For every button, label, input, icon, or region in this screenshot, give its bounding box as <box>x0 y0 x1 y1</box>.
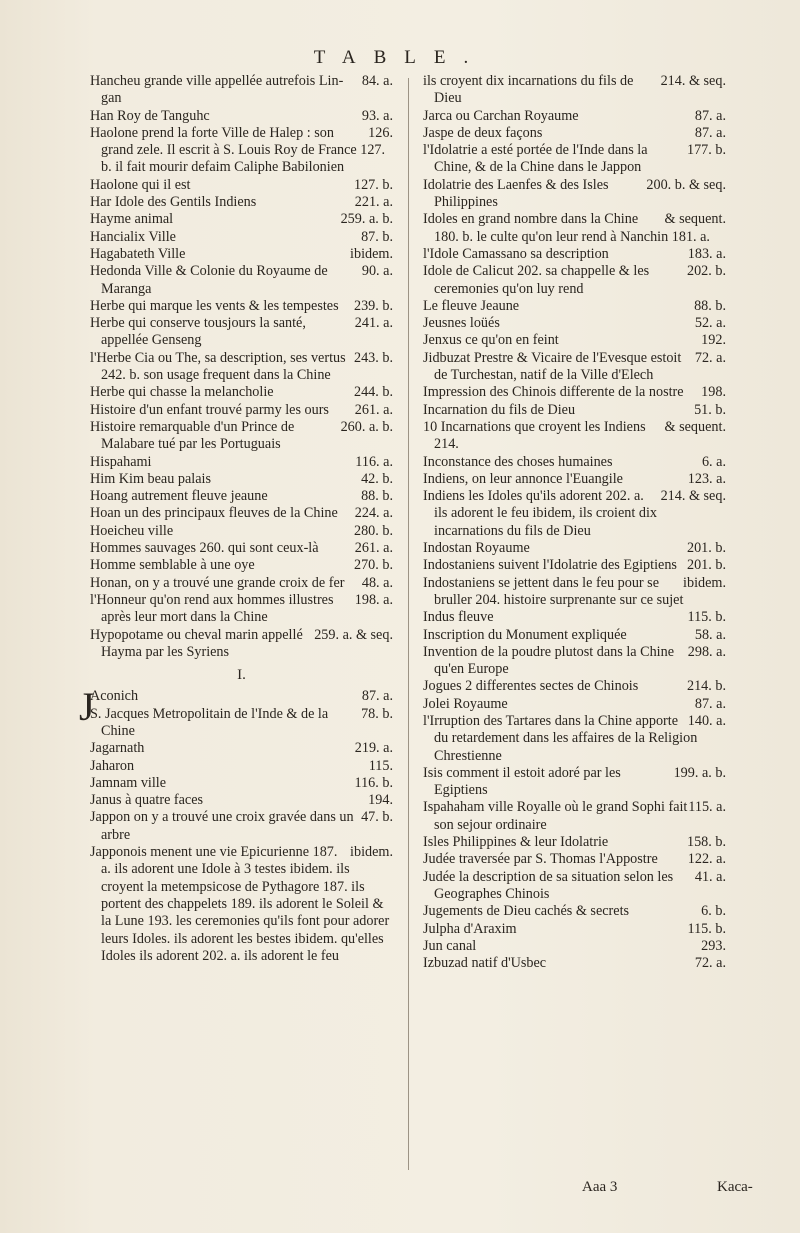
page-reference: 177. b. <box>686 142 726 159</box>
entry-text: ils croyent dix incarnations du fils de Dieu <box>423 73 634 107</box>
index-entry <box>423 125 726 142</box>
entry-text: Jun canal <box>423 937 477 954</box>
entry-text: S. Jacques Metropolitain de l'Inde & de la Chine <box>90 705 329 739</box>
page-reference: 52. a. <box>694 315 726 332</box>
page-reference: 93. a. <box>361 107 393 124</box>
entry-text: Hispahami <box>90 453 152 470</box>
index-entry <box>90 125 393 177</box>
signature-mark: Aaa 3 <box>582 1179 618 1195</box>
entry-text: Isis comment il estoit adoré par les Egiptiens <box>423 764 621 799</box>
index-entry <box>90 505 393 522</box>
page-reference: 202. b. <box>686 263 726 280</box>
page-reference: 201. b. <box>686 557 726 574</box>
entry-text: l'Honneur qu'on rend aux hommes illustres après leur mort dans la Chine <box>90 591 334 626</box>
index-entry <box>423 108 726 125</box>
index-entry <box>90 627 393 662</box>
index-entry <box>423 142 726 177</box>
index-entry <box>90 740 393 757</box>
entry-text: 10 Incarnations que croyent les Indiens 214. <box>423 418 646 453</box>
index-entry <box>90 706 393 741</box>
index-entry <box>423 298 726 315</box>
page-reference: 198. a. <box>354 591 393 608</box>
index-entry <box>423 678 726 695</box>
entry-text: Haolone qui il est <box>90 176 191 193</box>
index-entry <box>90 246 393 263</box>
entry-text: Idoles en grand nombre dans la Chine 180. b. le culte qu'on leur rend à Nanchin 181. a. <box>423 211 710 245</box>
index-entry <box>423 332 726 349</box>
index-entry <box>423 903 726 920</box>
running-title: TABLE. <box>313 47 487 68</box>
index-entry <box>90 758 393 775</box>
entry-text: Julpha d'Araxim <box>423 920 517 937</box>
index-entry <box>423 765 726 800</box>
entry-text: Le fleuve Jeaune <box>423 297 520 314</box>
entry-text: Herbe qui conserve tousjours la santé, appellée Genseng <box>90 315 306 349</box>
index-entry <box>423 851 726 868</box>
page-reference: 126. <box>368 124 393 141</box>
entry-text: Aconich <box>90 688 139 705</box>
entry-text: Indiens les Idoles qu'ils adorent 202. a. ils adorent le feu ibidem, ils croient dix incarnations du fils de Dieu <box>423 488 658 539</box>
index-entry <box>90 263 393 298</box>
entry-text: Incarnation du fils de Dieu <box>423 401 576 418</box>
index-entry <box>423 211 726 246</box>
page-reference: 270. b. <box>353 557 393 574</box>
index-entry <box>423 540 726 557</box>
index-entry <box>90 523 393 540</box>
page-reference: 239. b. <box>353 297 393 314</box>
entry-text: Hayme animal <box>90 211 174 228</box>
index-entry <box>90 73 393 108</box>
page-reference: 48. a. <box>361 574 393 591</box>
index-entry <box>90 350 393 385</box>
entry-text: Jeusnes loüés <box>423 315 500 332</box>
page-reference: 214. b. <box>686 678 726 695</box>
index-entry <box>423 315 726 332</box>
entry-text: Japponois menent une vie Epicurienne 187. a. ils adorent une Idole à 3 testes ibidem. ils croyent la metempsicose de Pythagore 187. ils portent des chappelets 189. ils adorent le Soleil & la Lune 193. les ceremonies qu'ils font pour adorer leurs Idoles. ils adorent les bestes ibidem. qu'elles Idoles ils adorent 202. a. ils adorent le feu <box>90 844 390 964</box>
page-reference: 6. a. <box>701 453 726 470</box>
index-entry <box>423 834 726 851</box>
page-reference: ibidem. <box>350 245 393 262</box>
page-reference: 72. a. <box>694 955 726 972</box>
index-entry <box>423 419 726 454</box>
page-reference: 42. b. <box>361 470 393 487</box>
index-entry <box>423 644 726 679</box>
entry-text: Jarca ou Carchan Royaume <box>423 107 579 124</box>
page-reference: 192. <box>701 332 726 349</box>
index-entry <box>423 454 726 471</box>
page-reference: 200. b. & seq. <box>646 176 726 193</box>
entry-text: Jolei Royaume <box>423 695 508 712</box>
entry-text: Ispahaham ville Royalle où le grand Sophi fait son sejour ordinaire <box>423 799 688 833</box>
index-entry <box>90 809 393 844</box>
page-reference: 87. a. <box>694 695 726 712</box>
entry-text: Hoeicheu ville <box>90 522 174 539</box>
page-reference: 241. a. <box>354 315 393 332</box>
index-entry <box>90 775 393 792</box>
entry-text: Hancialix Ville <box>90 228 176 245</box>
entry-text: Idolatrie des Laenfes & des Isles Philippines <box>423 176 609 211</box>
entry-text: Indus fleuve <box>423 609 494 626</box>
index-entry <box>423 350 726 385</box>
page-reference: 260. a. b. <box>340 418 393 435</box>
page-reference: 122. a. <box>687 851 726 868</box>
page-reference: 219. a. <box>354 740 393 757</box>
entry-text: Hypopotame ou cheval marin appellé Hayma par les Syriens <box>90 626 303 660</box>
page-reference: 116. b. <box>354 774 393 791</box>
entry-text: Janus à quatre faces <box>90 792 204 809</box>
index-entry <box>423 246 726 263</box>
page-reference: 298. a. <box>687 643 726 660</box>
left-column <box>79 73 393 965</box>
entry-text: Jugements de Dieu cachés & secrets <box>423 903 630 920</box>
page-reference: 293. <box>701 937 726 954</box>
index-entry <box>423 696 726 713</box>
entry-text: Hommes sauvages 260. qui sont ceux-là <box>90 540 319 557</box>
index-entry <box>423 955 726 972</box>
page-reference: 115. b. <box>687 609 726 626</box>
entry-text: Jaspe de deux façons <box>423 124 543 141</box>
entry-text: Indiens, on leur annonce l'Euangile <box>423 470 623 487</box>
left-entries-h <box>90 73 393 661</box>
entry-text: Impression des Chinois differente de la nostre <box>423 384 684 401</box>
page-reference: 116. a. <box>355 453 393 470</box>
index-entry <box>423 609 726 626</box>
entry-text: Han Roy de Tanguhc <box>90 107 210 124</box>
section-letter-i: I. <box>237 667 246 684</box>
page-reference: 115. a. <box>688 799 726 816</box>
entry-text: l'Irruption des Tartares dans la Chine apporte du retardement dans les affaires de la Religion Chrestienne <box>423 712 698 764</box>
index-entry <box>423 73 726 108</box>
page-reference: 90. a. <box>361 263 393 280</box>
page-reference: 261. a. <box>354 540 393 557</box>
index-entry <box>90 315 393 350</box>
entry-text: Indostaniens suivent l'Idolatrie des Egiptiens <box>423 557 677 574</box>
index-entry <box>90 384 393 401</box>
entry-text: Histoire remarquable d'un Prince de Malabare tué par les Portuguais <box>90 418 295 453</box>
entry-text: Jenxus ce qu'on en feint <box>423 332 559 349</box>
right-entries <box>423 73 726 972</box>
index-entry <box>423 627 726 644</box>
page-reference: 87. a. <box>694 124 726 141</box>
entry-text: Hoang autrement fleuve jeaune <box>90 488 268 505</box>
index-entry <box>423 402 726 419</box>
entry-text: Idole de Calicut 202. sa chappelle & les ceremonies qu'on luy rend <box>423 263 650 297</box>
page-reference: 87. b. <box>361 228 393 245</box>
catchword: Kaca- <box>717 1179 753 1195</box>
index-entry <box>90 575 393 592</box>
page-reference: 58. a. <box>694 626 726 643</box>
entry-text: l'Idolatrie a esté portée de l'Inde dans la Chine, & de la Chine dans le Jappon <box>423 142 648 176</box>
entry-text: Indostan Royaume <box>423 540 530 557</box>
page-reference: 123. a. <box>687 470 726 487</box>
index-entry <box>423 921 726 938</box>
page-reference: 127. b. <box>353 176 393 193</box>
page-reference: 198. <box>701 384 726 401</box>
page-reference: 214. & seq. <box>660 488 726 505</box>
page-reference: 84. a. <box>361 73 393 89</box>
page-reference: 199. a. b. <box>673 764 726 781</box>
page-reference: ibidem. <box>350 844 393 861</box>
entry-text: Hancheu grande ville appellée autrefois Lin-gan <box>90 73 344 107</box>
index-entry <box>423 938 726 955</box>
entry-text: Herbe qui marque les vents & les tempestes <box>90 297 339 314</box>
page-reference: 87. a. <box>361 688 393 705</box>
page-reference: 194. <box>368 792 393 809</box>
index-entry <box>90 229 393 246</box>
page-reference: ibidem. <box>683 574 726 591</box>
index-entry <box>423 557 726 574</box>
index-entry <box>90 402 393 419</box>
index-entry <box>90 454 393 471</box>
entry-text: Judée la description de sa situation selon les Geographes Chinois <box>423 868 674 902</box>
index-entry <box>90 108 393 125</box>
page-reference: 88. b. <box>694 297 726 314</box>
entry-text: l'Herbe Cia ou The, sa description, ses vertus 242. b. son usage frequent dans la Chine <box>90 349 346 384</box>
entry-text: Invention de la poudre plutost dans la Chine qu'en Europe <box>423 643 674 678</box>
page-reference: & sequent. <box>664 211 726 228</box>
page-reference: 47. b. <box>361 809 393 826</box>
index-entry <box>90 557 393 574</box>
page-reference: 243. b. <box>353 349 393 366</box>
entry-text: Izbuzad natif d'Usbec <box>423 955 547 972</box>
index-entry <box>90 488 393 505</box>
page-reference: 72. a. <box>694 349 726 366</box>
index-entry <box>90 540 393 557</box>
index-entry <box>90 211 393 228</box>
index-entry <box>423 263 726 298</box>
page-reference: 261. a. <box>354 401 393 418</box>
entry-text: Hedonda Ville & Colonie du Royaume de Maranga <box>90 263 328 297</box>
page-reference: 88. b. <box>361 488 393 505</box>
page-reference: 201. b. <box>686 540 726 557</box>
page-reference: 78. b. <box>361 705 393 722</box>
page-reference: 41. a. <box>694 868 726 885</box>
entry-text: Herbe qui chasse la melancholie <box>90 384 274 401</box>
page-reference: 214. & seq. <box>660 73 726 89</box>
entry-text: Jaharon <box>90 757 135 774</box>
index-entry <box>90 792 393 809</box>
entry-text: Jidbuzat Prestre & Vicaire de l'Evesque estoit de Turchestan, natif de la Ville d'Elech <box>423 349 682 384</box>
entry-text: Har Idole des Gentils Indiens <box>90 194 257 211</box>
entry-text: Indostaniens se jettent dans le feu pour se bruller 204. histoire surprenante sur ce sujet <box>423 574 684 608</box>
column-divider <box>408 78 409 1170</box>
index-entry <box>423 713 726 765</box>
dropcap-letter: J <box>79 684 95 730</box>
entry-text: Him Kim beau palais <box>90 470 211 487</box>
index-entry <box>90 592 393 627</box>
page-reference: 259. a. b. <box>340 211 393 228</box>
page-reference: 183. a. <box>687 245 726 262</box>
index-entry <box>423 384 726 401</box>
entry-text: Jagarnath <box>90 740 145 757</box>
entry-text: Hoan un des principaux fleuves de la Chine <box>90 505 338 522</box>
entry-text: Inconstance des choses humaines <box>423 453 613 470</box>
index-entry <box>90 298 393 315</box>
index-entry <box>423 177 726 212</box>
entry-text: Honan, on y a trouvé une grande croix de fer <box>90 574 345 591</box>
page-reference: 115. b. <box>687 920 726 937</box>
page-reference: 87. a. <box>694 107 726 124</box>
page-reference: 51. b. <box>694 401 726 418</box>
entry-text: Haolone prend la forte Ville de Halep : son grand zele. Il escrit à S. Louis Roy de France 127. b. il fait mourir defaim Caliphe Babilonien <box>90 124 386 176</box>
entry-text: Jappon on y a trouvé une croix gravée dans un arbre <box>90 809 354 843</box>
page-reference: 6. b. <box>701 903 726 920</box>
entry-text: Judée traversée par S. Thomas l'Appostre <box>423 851 658 868</box>
index-entry <box>423 799 726 834</box>
page-reference: 158. b. <box>686 834 726 851</box>
index-entry <box>423 488 726 540</box>
right-column <box>423 73 726 972</box>
page-reference: 280. b. <box>353 522 393 539</box>
page-reference: 115. <box>368 757 393 774</box>
index-entry <box>423 471 726 488</box>
page-reference: 244. b. <box>353 384 393 401</box>
index-entry <box>423 869 726 904</box>
index-entry <box>90 419 393 454</box>
index-entry <box>90 194 393 211</box>
page-reference: & sequent. <box>664 418 726 435</box>
entry-text: Homme semblable à une oye <box>90 557 255 574</box>
index-entry <box>90 471 393 488</box>
page-reference: 140. a. <box>687 712 726 729</box>
entry-text: Isles Philippines & leur Idolatrie <box>423 834 609 851</box>
index-entry <box>90 177 393 194</box>
index-entry <box>423 575 726 610</box>
entry-text: Histoire d'un enfant trouvé parmy les ours <box>90 401 329 418</box>
entry-text: Hagabateth Ville <box>90 245 186 262</box>
page-reference: 221. a. <box>354 194 393 211</box>
entry-text: Inscription du Monument expliquée <box>423 626 627 643</box>
page-reference: 224. a. <box>354 505 393 522</box>
left-entries-i <box>79 684 393 965</box>
page-reference: 259. a. & seq. <box>314 626 393 643</box>
entry-text: Jogues 2 differentes sectes de Chinois <box>423 678 639 695</box>
entry-text: Jamnam ville <box>90 774 167 791</box>
entry-text: l'Idole Camassano sa description <box>423 245 609 262</box>
index-entry <box>90 844 393 965</box>
